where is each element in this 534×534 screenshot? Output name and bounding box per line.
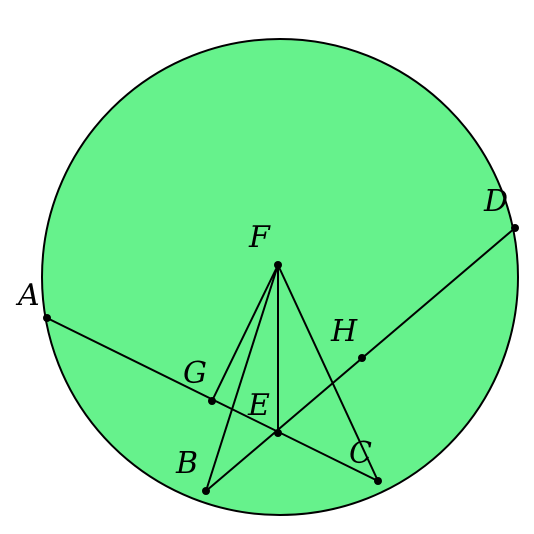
label-h: H — [331, 314, 358, 349]
point-e — [274, 429, 282, 437]
label-c: C — [349, 436, 372, 471]
point-h — [358, 354, 366, 362]
point-b — [202, 487, 210, 495]
label-a: A — [18, 278, 40, 313]
point-g — [208, 397, 216, 405]
point-d — [511, 224, 519, 232]
label-g: G — [183, 356, 207, 391]
label-f: F — [249, 220, 270, 255]
circle — [42, 39, 518, 515]
point-f — [274, 261, 282, 269]
label-d: D — [484, 184, 509, 219]
label-e: E — [248, 388, 270, 423]
point-a — [43, 314, 51, 322]
label-b: B — [176, 446, 199, 481]
point-c — [374, 477, 382, 485]
